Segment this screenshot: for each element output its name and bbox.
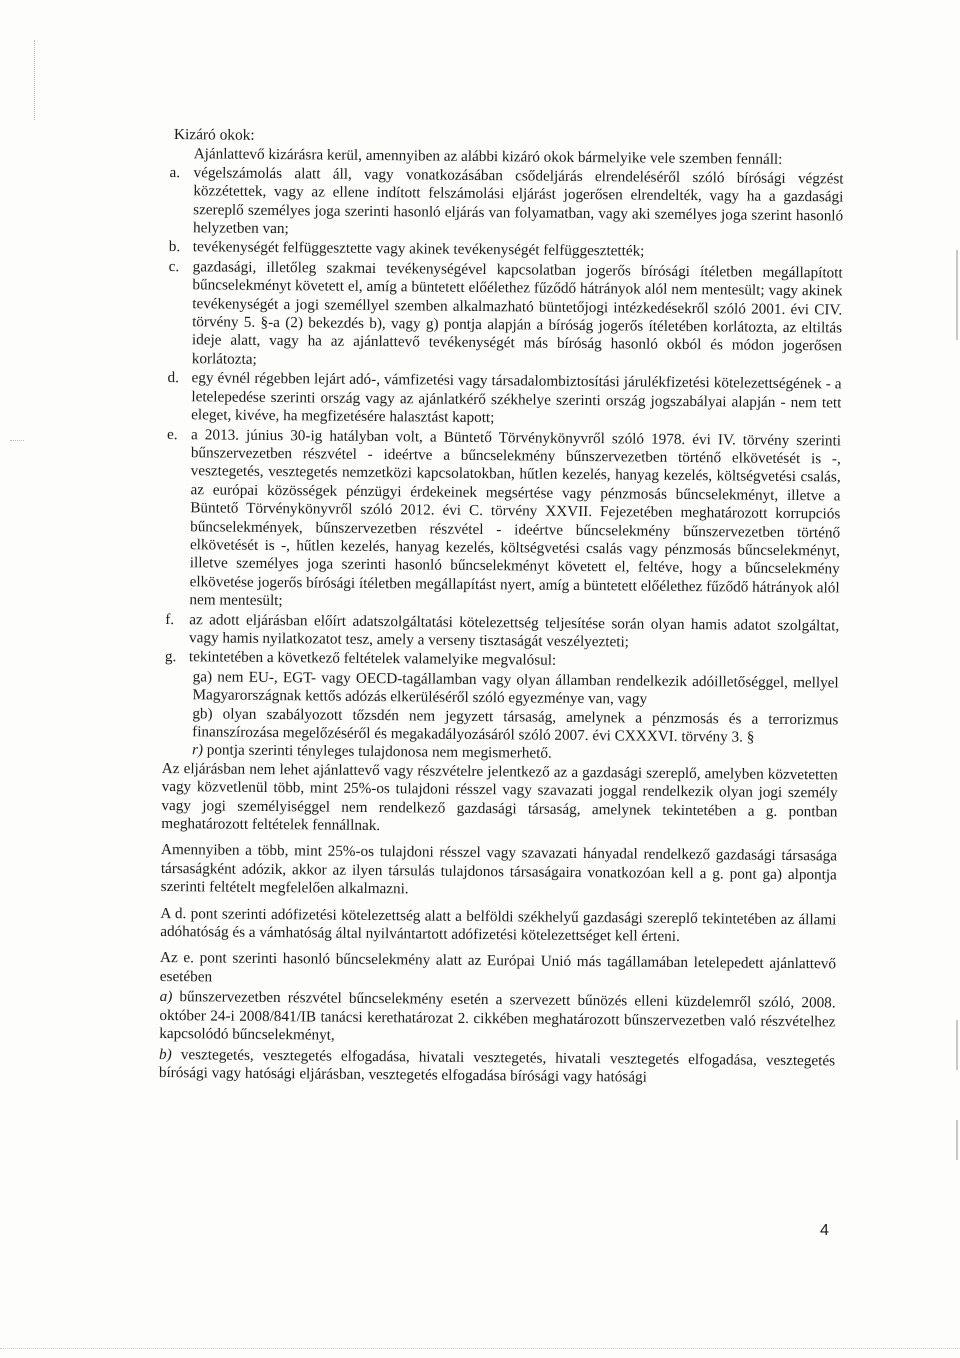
scan-edge <box>956 1120 958 1160</box>
list-item-text: egy évnél régebben lejárt adó-, vámfizetési vagy társadalombiztosítási járulékfizetési kötelezettségének - a letelepedése szerinti ország vagy az ajánlatkérő székhelye szerinti ország jogszabályai alapján - nem tett eleget, kivéve, ha megfizetésére halasztást kapott; <box>191 369 842 427</box>
body-paragraph: Az e. pont szerinti hasonló bűncselekmény alatt az Európai Unió más tagállamában letelepedett ajánlattevő esetében <box>159 949 837 986</box>
list-item-text: a 2013. június 30-ig hatályban volt, a Büntető Törvénykönyvről szóló 1978. évi IV. törvény szerinti bűnszervezetben részvétel - ideértve a bűncselekmény bűnszervezetben történő elkövetését is -, vesztegetés, vesztegetés nemzetközi kapcsolatokban, hűtlen kezelés, hanyag kezelés, költségvetési csalás, az európai közösségek pénzügyi érdekeinek megsértése vagy pénzmosás bűncselekményt, illetve a Büntető Törvénykönyvről szóló 2012. évi C. törvény XXVII. Fejezetében meghatározott korrupciós bűncselekmények, bűnszervezetben részvétel - ideértve bűncselekmény bűnszervezetben történő elkövetését is -, hűtlen kezelés, hanyag kezelés, költségvetési csalás vagy pénzmosás bűncselekményt, illetve személyes joga szerinti hasonló bűncselekményt követett el, feltéve, hogy a bűncselekmény elkövetése jogerős bírósági ítéletben megállapítást nyert, amíg a büntetett előélethez fűződő hátrányok alól nem mentesült; <box>189 425 842 610</box>
sub-item-text: pontja szerinti tényleges tulajdonosa nem megismerhető. <box>202 741 552 763</box>
list-marker: e. <box>166 425 178 443</box>
eu-item <box>159 988 835 1050</box>
sub-item: ga) nem EU-, EGT- vagy OECD-tagállamban vagy olyan államban rendelkezik adóilletőséggel, mellyel Magyarországnak kettős adózás elkerüléséről szóló egyezménye van, vagy <box>192 668 839 708</box>
list-item <box>163 611 839 654</box>
list-marker: a. <box>169 163 181 181</box>
scan-artifact <box>0 1348 960 1351</box>
body-paragraph: Amennyiben a több, mint 25%-os tulajdoni résszel vagy szavazati hányadal rendelkező gazdasági társasága társaságként adózik, akkor az ilyen társulás tulajdonos társaságaira vonatkozóan kell a g. pont ga) alpontja szerinti feltételt megfelelően alkalmazni. <box>160 841 838 898</box>
list-item-text: végelszámolás alatt áll, vagy vonatkozásában csődeljárás elrendeléséről szóló bírósági végzést közzétettek, vagy az ellene indított felszámolási eljárást jogerősen elrendelték, vagy ha a gazdasági szereplő személyes joga szerinti hasonló eljárás van folyamatban, vagy aki személyes joga szerint hasonló helyzetben van; <box>192 164 844 238</box>
list-marker: d. <box>167 369 180 387</box>
eu-item-text: bűnszervezetben részvétel bűncselekmény esetén a szervezett bűnözés elleni küzdelemről szóló, 2008. október 24-i 2008/841/IB tanácsi kerethatározat 2. cikkében meghatározott bűnszervezetben való részvételhez kapcsolódó bűncselekményt, <box>159 988 836 1044</box>
list-marker: c. <box>168 257 180 275</box>
list-item-text: tevékenységét felfüggesztette vagy akinek tevékenységét felfüggesztették; <box>192 238 645 261</box>
scan-artifact <box>34 40 37 120</box>
sub-item: gb) olyan szabályozott tőzsdén nem jegyzett társaság, amelynek a pénzmosás és a terrorizmus finanszírozása megelőzéséről és megakadályozásáról szóló 2007. évi CXXXVI. törvény 3. § <box>192 704 839 746</box>
eu-item-text: vesztegetés, vesztegetés elfogadása, hivatali vesztegetés, hivatali vesztegetés elfogadása, vesztegetés bírósági vagy hatósági eljárásban, vesztegetés elfogadása bírósági vagy hatósági <box>158 1045 836 1086</box>
exclusion-list <box>162 164 844 766</box>
list-item <box>163 425 841 616</box>
sub-item-prefix: r) <box>191 741 204 759</box>
section-heading: Kizáró okok: <box>173 126 255 144</box>
list-item <box>165 369 841 431</box>
scan-edge <box>956 1020 958 1070</box>
list-marker: g. <box>164 648 177 666</box>
eu-item-prefix: b) <box>159 1045 172 1063</box>
page-number: 4 <box>820 1222 829 1239</box>
list-item-text: tekintetében a következő feltételek valamelyike megvalósul: <box>188 648 557 670</box>
body-paragraph: Az eljárásban nem lehet ajánlattevő vagy részvételre jelentkező az a gazdasági szereplő, amelyben közvetetten vagy közvetlenül több, mint 25%-os tulajdoni résszel vagy szavazati joggal rendelkezik olyan jogi személy vagy jogi személyiséggel nem rendelkező gazdasági társaság, amelynek tekintetében a g. pontban meghatározott feltételek fennállnak. <box>161 759 838 835</box>
scan-artifact <box>10 440 24 443</box>
list-marker: b. <box>168 238 181 256</box>
eu-item <box>159 1045 835 1088</box>
document-body <box>159 126 844 1091</box>
list-marker: f. <box>165 610 175 628</box>
scan-edge <box>956 250 958 340</box>
list-item <box>167 164 844 244</box>
eu-item-prefix: a) <box>159 988 173 1006</box>
intro-paragraph: Ajánlattevő kizárásra kerül, amennyiben az alábbi kizáró okok bármelyike vele szemben fennáll: <box>193 145 783 169</box>
list-item <box>166 258 843 375</box>
body-paragraph: A d. pont szerinti adófizetési kötelezettség alatt a belföldi székhelyű gazdasági szereplő tekintetében az állami adóhatóság és a vámhatóság által nyilvántartott adófizetési kötelezettséget kell érteni. <box>160 904 837 946</box>
list-item-text: gazdasági, illetőleg szakmai tevékenységével kapcsolatban jogerős bírósági ítéletben megállapított bűncselekményt követett el, amíg a büntetett előélethez fűződő hátrányok alól nem mentesült; vagy akinek tevékenységét a jogi személlyel szemben alkalmazható büntetőjogi intézkedésekről szóló 2001. évi CIV. törvény 5. §-a (2) bekezdés b), vagy g) pontja alapján a bíróság jogerős ítéletében korlátozta, az eltiltás ideje alatt, vagy ha az ajánlattevő tevékenységét más bíróság hasonló okból és módon jogerősen korlátozta; <box>191 258 843 368</box>
list-item-text: az adott eljárásban előírt adatszolgáltatási kötelezettség teljesítése során olyan hamis adatot szolgáltat, vagy hamis nyilatkozatot tesz, amely a verseny tisztaságát veszélyezteti; <box>189 610 840 651</box>
